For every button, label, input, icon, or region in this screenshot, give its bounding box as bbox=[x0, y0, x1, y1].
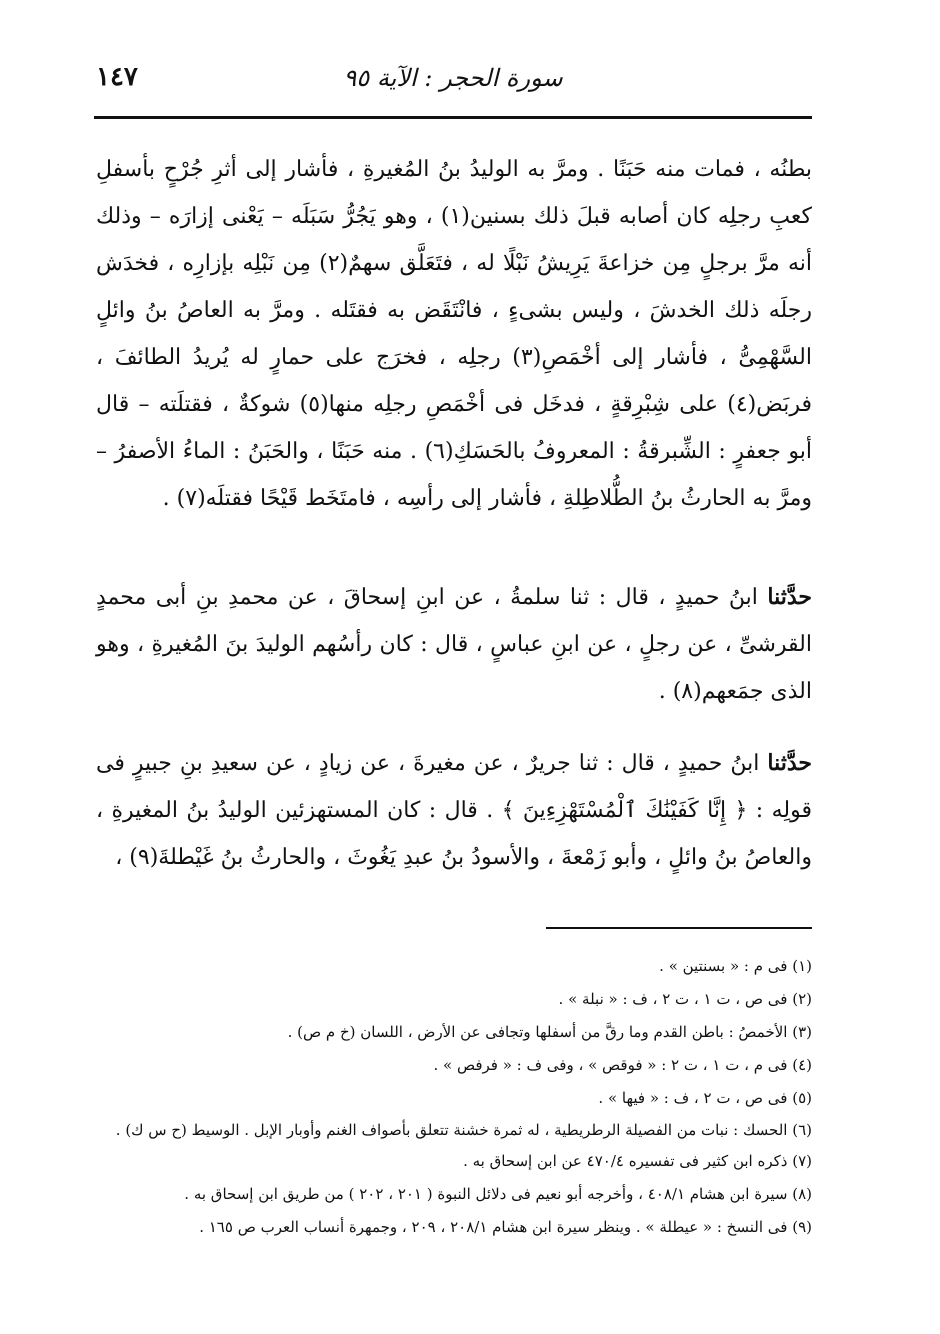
footnote: (٣) الأخمصُ : باطن القدم وما رقَّ من أسفلها وتجافى عن الأرض ، اللسان (خ م ص) . bbox=[287, 1023, 812, 1041]
footnote: (٦) الحسك : نبات من الفصيلة الرطريطية ، له ثمرة خشنة تتعلق بأصواف الغنم وأوبار الإبل . الوسيط (ح س ك) . bbox=[115, 1121, 812, 1139]
paragraph-2 bbox=[96, 574, 812, 715]
footnote: (١) فى م : « بسنتين » . bbox=[659, 957, 812, 975]
footnote-rule bbox=[546, 927, 812, 929]
paragraph-lead: حدَّثنا bbox=[767, 750, 812, 776]
footnote: (٨) سيرة ابن هشام ٤٠٨/١ ، وأخرجه أبو نعيم فى دلائل النبوة ( ٢٠١ ، ٢٠٢ ) من طريق ابن إسحاق به . bbox=[184, 1185, 812, 1203]
footnote: (٢) فى ص ، ت ١ ، ت ٢ ، ف : « نبلة » . bbox=[558, 990, 812, 1008]
page-number: ١٤٧ bbox=[96, 62, 138, 92]
footnote: (٧) ذكره ابن كثير فى تفسيره ٤٧٠/٤ عن ابن إسحاق به . bbox=[463, 1152, 812, 1170]
paragraph-1 bbox=[96, 146, 812, 522]
paragraph-3 bbox=[96, 740, 812, 881]
paragraph-text: ابنُ حميدٍ ، قال : ثنا جريرٌ ، عن مغيرةَ ، عن زيادٍ ، عن سعيدِ بنِ جبيرٍ فى قولِه : ﴿ إِنَّا كَفَيْنَٰكَ ٱلْمُسْتَهْزِءِينَ ﴾ . قال : كان المستهزئين الوليدُ بنُ المغيرةِ ، والعاصُ بنُ وائلٍ ، وأبو زَمْعةَ ، والأسودُ بنُ عبدِ يَغُوثَ ، والحارثُ بنُ غَيْطلةَ(٩) ، bbox=[96, 751, 812, 870]
footnote: (٥) فى ص ، ت ٢ ، ف : « فيها » . bbox=[598, 1089, 812, 1107]
paragraph-text: بطنُه ، فمات منه حَبَنًا . ومرَّ به الوليدُ بنُ المُغيرةِ ، فأشار إلى أثرِ جُرْحٍ بأسفلِ كعبِ رجلِه كان أصابه قبلَ ذلك بسنين(١) ، وهو يَجُرُّ سَبَلَه – يَعْنى إزارَه – وذلك أنه مرَّ برجلٍ مِن خزاعةَ يَرِيشُ نَبْلًا له ، فتَعَلَّق سهمٌ(٢) مِن نَبْلِه بإزارِه ، فخدَش رجلَه ذلك الخدشَ ، وليس بشىءٍ ، فانْتَقَض به فقتَله . ومرَّ به العاصُ بنُ وائلٍ السَّهْمِىُّ ، فأشار إلى أخْمَصِ(٣) رجلِه ، فخرَج على حمارٍ له يُريدُ الطائفَ ، فربَض(٤) على شِبْرِقةٍ ، فدخَل فى أخْمَصِ رجلِه منها(٥) شوكةٌ ، فقتلَته – قال أبو جعفرٍ : الشِّبرقةُ : المعروفُ بالحَسَكِ(٦) . منه حَبَنًا ، والحَبَنُ : الماءُ الأصفرُ – ومرَّ به الحارثُ بنُ الطُّلاطِلةِ ، فأشار إلى رأسِه ، فامتَخَط قَيْحًا فقتلَه(٧) . bbox=[96, 157, 813, 511]
running-header bbox=[94, 60, 812, 108]
paragraph-text: ابنُ حميدٍ ، قال : ثنا سلمةُ ، عن ابنِ إسحاقَ ، عن محمدِ بنِ أبى محمدٍ القرشىِّ ، عن رجلٍ ، عن ابنِ عباسٍ ، قال : كان رأسُهم الوليدَ بنَ المُغيرةِ ، وهو الذى جمَعهم(٨) . bbox=[96, 585, 812, 704]
footnote: (٤) فى م ، ت ١ ، ت ٢ : « فوقص » ، وفى ف : « فرفص » . bbox=[433, 1056, 812, 1074]
footnote: (٩) فى النسخ : « عيطلة » . وينظر سيرة ابن هشام ٢٠٨/١ ، ٢٠٩ ، وجمهرة أنساب العرب ص ١٦٥ . bbox=[199, 1218, 812, 1236]
paragraph-lead: حدَّثنا bbox=[767, 584, 812, 610]
header-rule bbox=[94, 116, 812, 119]
footnotes bbox=[96, 950, 812, 1244]
running-title: سورة الحجر : الآية ٩٥ bbox=[343, 64, 563, 92]
